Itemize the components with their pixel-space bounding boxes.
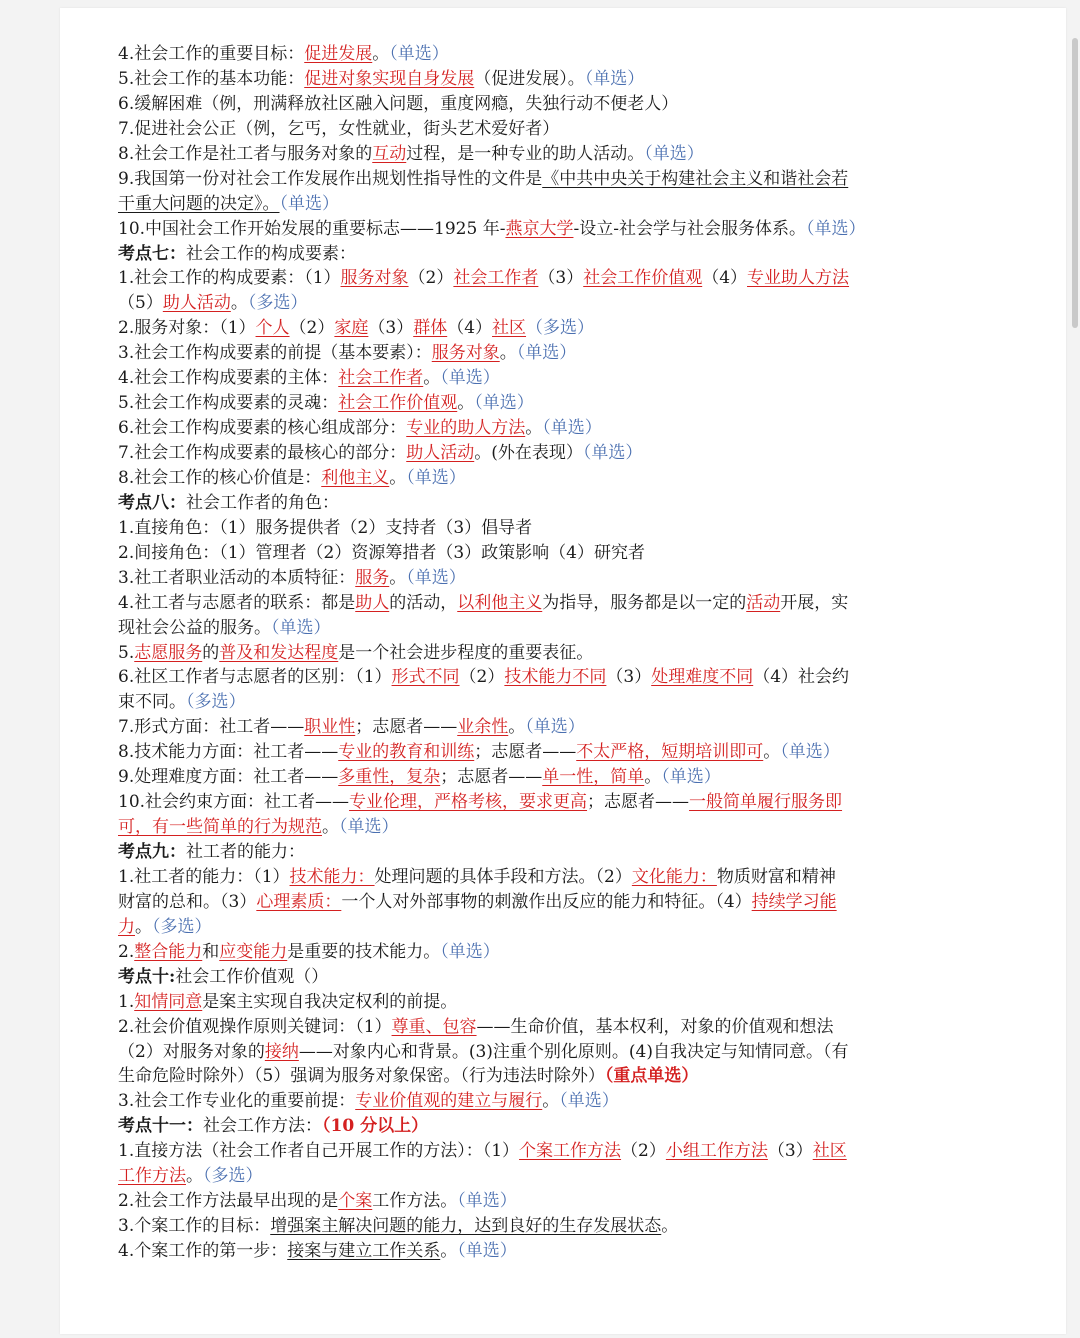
text-segment: 8.技术能力方面：社工者—— bbox=[118, 742, 339, 763]
text-segment: 3.社工者职业活动的本质特征： bbox=[118, 567, 356, 588]
key-answer: 处理难度不同 bbox=[651, 667, 754, 688]
question-type-tag: （单选） bbox=[279, 193, 339, 214]
text-segment: 考点八： bbox=[118, 492, 186, 513]
key-answer: 心理素质： bbox=[256, 891, 342, 912]
text-line bbox=[118, 416, 954, 441]
text-segment: 。(外在表现） bbox=[474, 443, 583, 463]
key-answer: 社区 bbox=[492, 318, 527, 339]
text-segment: 。 bbox=[542, 1091, 560, 1112]
question-type-tag: （单选） bbox=[525, 717, 585, 738]
text-segment: 5. bbox=[118, 642, 135, 663]
text-segment: 是一个社会进步程度的重要表征。 bbox=[338, 642, 594, 663]
text-segment: 4.社会工作的重要目标： bbox=[118, 44, 305, 64]
text-segment: 7.社会工作构成要素的最核心的部分： bbox=[118, 443, 407, 463]
question-type-tag: （单选） bbox=[271, 617, 331, 638]
text-segment: 4.个案工作的第一步： bbox=[118, 1241, 288, 1261]
text-line bbox=[118, 641, 954, 666]
key-answer: 整合能力 bbox=[134, 941, 203, 962]
question-type-tag: （单选） bbox=[542, 418, 602, 439]
question-type-tag: （多选） bbox=[203, 1166, 263, 1187]
text-segment: 是重要的技术能力。 bbox=[287, 941, 441, 962]
text-line bbox=[118, 790, 954, 815]
key-answer: 服务 bbox=[355, 567, 390, 588]
key-answer: 家庭 bbox=[334, 318, 369, 339]
text-segment: 考点十一： bbox=[118, 1116, 203, 1137]
key-answer: 社区 bbox=[812, 1141, 847, 1162]
text-segment: （3） bbox=[767, 1141, 813, 1162]
key-answer: 知情同意 bbox=[134, 991, 203, 1012]
text-segment: 2. bbox=[118, 941, 135, 962]
text-line bbox=[118, 42, 954, 67]
text-segment: （2） bbox=[289, 318, 335, 339]
text-segment: 9.我国第一份对社会工作发展作出规划性指导性的文件是 bbox=[118, 168, 543, 189]
text-line bbox=[118, 765, 954, 790]
text-segment: ——对象内心和背景。(3)注重个别化原则。(4)自我决定与知情同意。（有 bbox=[298, 1041, 849, 1062]
text-segment: 物质财富和精神 bbox=[716, 866, 836, 887]
text-line bbox=[118, 466, 954, 491]
text-segment: 5.社会工作构成要素的灵魂： bbox=[118, 393, 339, 414]
text-segment: 3.社会工作构成要素的前提（基本要素）： bbox=[118, 343, 432, 364]
text-segment: 。 bbox=[457, 393, 475, 414]
text-segment: 社会工作的构成要素： bbox=[186, 243, 356, 264]
text-line bbox=[118, 291, 954, 316]
text-segment: （3） bbox=[368, 318, 414, 339]
text-line bbox=[118, 616, 954, 641]
text-segment: 4.社会工作构成要素的主体： bbox=[118, 368, 339, 389]
text-line bbox=[118, 591, 954, 616]
text-segment: 2.服务对象：（1） bbox=[118, 318, 256, 339]
text-segment: 现社会公益的服务。 bbox=[118, 617, 271, 638]
key-answer: 力 bbox=[118, 916, 135, 937]
text-segment: 9.处理难度方面：社工者—— bbox=[118, 767, 339, 788]
key-answer: 社会工作价值观 bbox=[583, 268, 703, 289]
text-line bbox=[118, 391, 954, 416]
text-line bbox=[118, 715, 954, 740]
text-segment: ——生命价值，基本权利，对象的价值观和想法 bbox=[476, 1016, 834, 1037]
text-segment: 过程，是一种专业的助人活动。 bbox=[406, 143, 645, 164]
key-answer: 尊重、包容 bbox=[391, 1016, 477, 1037]
key-answer: 促进对象实现自身发展 bbox=[304, 68, 475, 89]
text-segment: 。 bbox=[661, 1216, 679, 1237]
text-line bbox=[118, 316, 954, 341]
key-answer: 专业的教育和训练 bbox=[338, 742, 475, 763]
question-type-tag: （单选） bbox=[661, 767, 721, 788]
text-segment: 3.社会工作专业化的重要前提： bbox=[118, 1091, 356, 1112]
text-line bbox=[118, 840, 954, 865]
text-line bbox=[118, 1214, 954, 1239]
text-line bbox=[118, 1139, 954, 1164]
text-line bbox=[118, 217, 954, 242]
text-line bbox=[118, 965, 954, 990]
question-type-tag: （单选） bbox=[406, 467, 466, 488]
key-answer: 一般简单履行服务即 bbox=[689, 792, 843, 813]
text-segment: 为指导，服务都是以一定的 bbox=[542, 592, 747, 613]
text-segment: 的 bbox=[202, 642, 220, 663]
text-segment: ；志愿者—— bbox=[587, 792, 690, 813]
key-answer: 接纳 bbox=[264, 1041, 299, 1062]
question-type-tag: （单选） bbox=[339, 817, 399, 838]
text-line bbox=[118, 890, 954, 915]
key-answer: 服务对象 bbox=[340, 268, 409, 289]
text-segment: 考点九： bbox=[118, 842, 186, 862]
text-line bbox=[118, 242, 954, 267]
text-line bbox=[118, 142, 954, 167]
key-answer: 互动 bbox=[372, 143, 407, 164]
text-segment: 开展，实 bbox=[780, 592, 849, 613]
text-line bbox=[118, 491, 954, 516]
key-answer: 促进发展 bbox=[304, 44, 373, 64]
text-segment: （促进发展）。 bbox=[474, 68, 585, 89]
text-segment: 生命危险时除外）（5）强调为服务对象保密。（行为违法时除外） bbox=[118, 1066, 605, 1087]
question-type-tag: （单选） bbox=[644, 143, 704, 164]
key-answer: 多重性，复杂 bbox=[338, 767, 441, 788]
text-segment: （2）对服务对象的 bbox=[118, 1041, 265, 1062]
text-segment: （4） bbox=[447, 318, 493, 339]
text-line bbox=[118, 1064, 954, 1089]
text-segment: 8.社会工作的核心价值是： bbox=[118, 467, 322, 488]
text-segment: 《中共中央关于构建社会主义和谐社会若 bbox=[542, 168, 849, 189]
key-answer: 利他主义 bbox=[321, 467, 390, 488]
text-line bbox=[118, 665, 954, 690]
text-segment: （3） bbox=[606, 667, 652, 688]
text-line bbox=[118, 266, 954, 291]
text-line bbox=[118, 67, 954, 92]
text-line bbox=[118, 940, 954, 965]
text-segment: （2） bbox=[459, 667, 505, 688]
text-segment: （重点单选） bbox=[604, 1066, 699, 1087]
key-answer: 专业伦理，严格考核，要求更高 bbox=[349, 792, 588, 813]
key-answer: 助人活动 bbox=[406, 443, 475, 463]
key-answer: 文化能力： bbox=[631, 866, 717, 887]
text-segment: 。 bbox=[499, 343, 517, 364]
text-segment: 束不同。 bbox=[118, 692, 186, 713]
text-segment: 7.促进社会公正（例，乞丐，女性就业，街头艺术爱好者） bbox=[118, 118, 560, 139]
text-segment: 。 bbox=[135, 916, 152, 937]
text-segment: 。 bbox=[763, 742, 781, 763]
text-line bbox=[118, 566, 954, 591]
text-segment: ；志愿者—— bbox=[355, 717, 458, 738]
text-segment: 3.个案工作的目标： bbox=[118, 1216, 271, 1237]
text-line bbox=[118, 92, 954, 117]
text-segment: 1. bbox=[118, 991, 135, 1012]
text-line bbox=[118, 1015, 954, 1040]
question-type-tag: （单选） bbox=[389, 44, 449, 64]
question-type-tag: （多选） bbox=[152, 916, 212, 937]
text-segment: （5） bbox=[118, 293, 163, 314]
question-type-tag: （单选） bbox=[457, 1241, 517, 1261]
question-type-tag: （单选） bbox=[457, 1191, 517, 1212]
text-segment: 6.社会工作构成要素的核心组成部分： bbox=[118, 418, 407, 439]
text-segment: 1.直接方法（社会工作者自己开展工作的方法）：（1） bbox=[118, 1141, 520, 1162]
question-type-tag: （单选） bbox=[805, 218, 866, 239]
key-answer: 个案工作方法 bbox=[519, 1141, 622, 1162]
text-line bbox=[118, 1089, 954, 1114]
key-answer: 职业性 bbox=[304, 717, 356, 738]
text-segment: 。 bbox=[508, 717, 526, 738]
text-line bbox=[118, 990, 954, 1015]
text-segment: ；志愿者—— bbox=[440, 767, 543, 788]
text-line bbox=[118, 516, 954, 541]
text-segment: 2.社会工作方法最早出现的是 bbox=[118, 1191, 339, 1212]
text-segment: 10.中国社会工作开始发展的重要标志——1925 年- bbox=[118, 218, 506, 239]
text-segment: 接案与建立工作关系 bbox=[287, 1241, 441, 1261]
question-type-tag: （多选） bbox=[247, 293, 308, 314]
text-segment: 1.直接角色：（1）服务提供者（2）支持者（3）倡导者 bbox=[118, 517, 533, 538]
text-segment: 社工者的能力： bbox=[186, 842, 305, 862]
text-segment: （4） bbox=[702, 268, 748, 289]
key-answer: 可，有一些简单的行为规范 bbox=[118, 817, 322, 838]
text-segment: 2.社会价值观操作原则关键词：（1） bbox=[118, 1016, 392, 1037]
text-segment: 。 bbox=[525, 418, 543, 439]
text-segment: 。 bbox=[389, 467, 407, 488]
text-segment: 。 bbox=[186, 1166, 203, 1187]
text-line bbox=[118, 167, 954, 192]
key-answer: 个人 bbox=[255, 318, 290, 339]
text-line bbox=[118, 117, 954, 142]
text-segment: 增强案主解决问题的能力，达到良好的生存发展状态 bbox=[270, 1216, 662, 1237]
question-type-tag: （单选） bbox=[582, 443, 643, 463]
key-answer: 以利他主义 bbox=[457, 592, 543, 613]
text-segment: 社会工作价值观（） bbox=[175, 966, 329, 987]
text-line bbox=[118, 441, 954, 466]
text-segment: （3） bbox=[538, 268, 584, 289]
text-segment: 。 bbox=[372, 44, 390, 64]
text-segment: 的活动， bbox=[389, 592, 458, 613]
text-line bbox=[118, 366, 954, 391]
text-line bbox=[118, 1239, 954, 1264]
key-answer: 服务对象 bbox=[431, 343, 500, 364]
question-type-tag: （多选） bbox=[186, 692, 246, 713]
key-answer: 应变能力 bbox=[219, 941, 288, 962]
text-segment: 2.间接角色：（1）管理者（2）资源筹措者（3）政策影响（4）研究者 bbox=[118, 542, 645, 563]
text-segment: 。 bbox=[423, 368, 441, 389]
key-answer: 助人 bbox=[355, 592, 390, 613]
text-line bbox=[118, 192, 954, 217]
question-type-tag: （单选） bbox=[584, 68, 645, 89]
text-segment: 是案主实现自我决定权利的前提。 bbox=[202, 991, 458, 1012]
key-answer: 不太严格，短期培训即可 bbox=[576, 742, 764, 763]
text-segment: 处理问题的具体手段和方法。（2） bbox=[374, 866, 632, 887]
key-answer: 燕京大学 bbox=[505, 218, 574, 239]
key-answer: 技术能力： bbox=[289, 866, 375, 887]
text-segment: （2） bbox=[621, 1141, 666, 1162]
text-line bbox=[118, 740, 954, 765]
question-type-tag: （单选） bbox=[559, 1091, 619, 1112]
text-segment: 社会工作方法： bbox=[203, 1116, 322, 1137]
question-type-tag: （多选） bbox=[526, 318, 595, 339]
text-segment: 工作方法。 bbox=[372, 1191, 458, 1212]
key-answer: 单一性，简单 bbox=[542, 767, 645, 788]
text-line bbox=[118, 1040, 954, 1065]
text-segment: 7.形式方面：社工者—— bbox=[118, 717, 305, 738]
question-type-tag: （单选） bbox=[780, 742, 840, 763]
text-segment: 1.社会工作的构成要素：（1） bbox=[118, 268, 341, 289]
key-answer: 群体 bbox=[413, 318, 448, 339]
text-segment: 1.社工者的能力：（1） bbox=[118, 866, 290, 887]
key-answer: 专业价值观的建立与履行 bbox=[355, 1091, 543, 1112]
key-answer: 专业的助人方法 bbox=[406, 418, 526, 439]
key-answer: 志愿服务 bbox=[134, 642, 203, 663]
text-segment: （10 分以上） bbox=[322, 1116, 429, 1137]
key-answer: 社会工作价值观 bbox=[338, 393, 458, 414]
text-line bbox=[118, 815, 954, 840]
key-answer: 助人活动 bbox=[162, 293, 231, 314]
text-segment: 。 bbox=[230, 293, 248, 314]
text-line bbox=[118, 865, 954, 890]
text-segment: 考点十: bbox=[118, 966, 176, 987]
text-segment: 考点七： bbox=[118, 243, 186, 264]
text-segment: 干重大问题的决定》。 bbox=[118, 193, 280, 214]
text-segment: 4.社工者与志愿者的联系：都是 bbox=[118, 592, 356, 613]
document-body bbox=[118, 42, 954, 1264]
key-answer: 专业助人方法 bbox=[747, 268, 850, 289]
text-segment: 。 bbox=[440, 1241, 458, 1261]
key-answer: 工作方法 bbox=[118, 1166, 186, 1187]
text-segment: 5.社会工作的基本功能： bbox=[118, 68, 305, 89]
text-segment: 一个人对外部事物的刺激作出反应的能力和特征。（4） bbox=[341, 891, 752, 912]
question-type-tag: （单选） bbox=[440, 368, 500, 389]
text-segment: （2） bbox=[408, 268, 454, 289]
question-type-tag: （单选） bbox=[516, 343, 577, 364]
text-segment: 。 bbox=[389, 567, 407, 588]
text-segment: 和 bbox=[202, 941, 220, 962]
text-segment: 6.缓解困难（例，刑满释放社区融入问题，重度网瘾，失独行动不便老人） bbox=[118, 93, 679, 114]
document-page bbox=[60, 8, 1066, 1334]
text-line bbox=[118, 341, 954, 366]
scrollbar[interactable] bbox=[1072, 38, 1078, 328]
text-segment: 。 bbox=[322, 817, 339, 838]
question-type-tag: （单选） bbox=[474, 393, 534, 414]
key-answer: 业余性 bbox=[457, 717, 509, 738]
key-answer: 小组工作方法 bbox=[665, 1141, 768, 1162]
text-segment: （4）社会约 bbox=[753, 667, 850, 688]
key-answer: 社会工作者 bbox=[338, 368, 424, 389]
text-segment: 。 bbox=[644, 767, 662, 788]
text-line bbox=[118, 690, 954, 715]
text-line bbox=[118, 1189, 954, 1214]
text-segment: -设立-社会学与社会服务体系。 bbox=[573, 218, 806, 239]
question-type-tag: （单选） bbox=[406, 567, 466, 588]
text-line bbox=[118, 1114, 954, 1139]
key-answer: 形式不同 bbox=[391, 667, 460, 688]
key-answer: 普及和发达程度 bbox=[219, 642, 339, 663]
text-line bbox=[118, 1164, 954, 1189]
text-line bbox=[118, 915, 954, 940]
text-segment: 财富的总和。（3） bbox=[118, 891, 257, 912]
text-segment: 6.社区工作者与志愿者的区别：（1） bbox=[118, 667, 392, 688]
text-segment: 10.社会约束方面：社工者—— bbox=[118, 792, 350, 813]
text-segment: ；志愿者—— bbox=[474, 742, 577, 763]
text-segment: 社会工作者的角色： bbox=[186, 492, 339, 513]
key-answer: 社会工作者 bbox=[453, 268, 539, 289]
question-type-tag: （单选） bbox=[440, 941, 500, 962]
text-segment: 8.社会工作是社工者与服务对象的 bbox=[118, 143, 373, 164]
text-line bbox=[118, 541, 954, 566]
key-answer: 技术能力不同 bbox=[504, 667, 607, 688]
key-answer: 持续学习能 bbox=[751, 891, 837, 912]
key-answer: 活动 bbox=[746, 592, 781, 613]
key-answer: 个案 bbox=[338, 1191, 373, 1212]
